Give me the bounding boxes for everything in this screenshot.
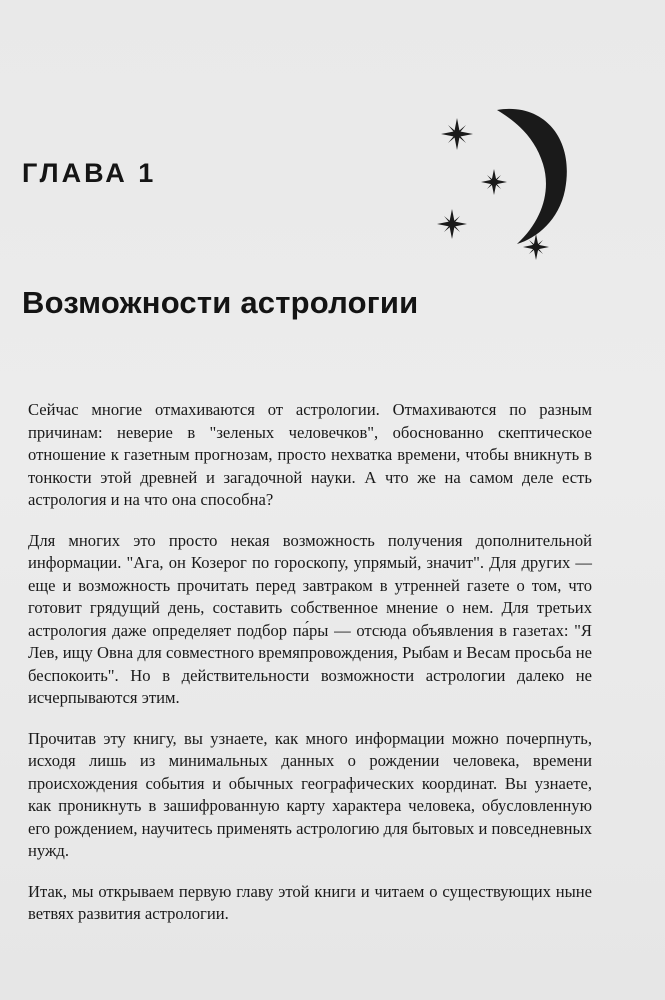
paragraph-3: Прочитав эту книгу, вы узнаете, как много информации можно почерпнуть, исходя лишь из минимальных данных о рождении человека, времени происхождения события и обычных географических координат. Вы узнаете, как проникнуть в зашифрованную карту характера человека, обусловленную его рождением, научитесь применять астрологию для бытовых и повседневных нужд. [28,728,592,860]
crescent-moon-icon [497,109,567,244]
body-text [28,399,592,944]
star-icon [437,209,467,239]
paragraph-2: Для многих это просто некая возможность получения дополнительной информации. "Ага, он Козерог по гороскопу, упрямый, значит". Для других — еще и возможность прочитать перед завтраком в утренней газете о том, что готовит грядущий день, составить собственное мнение о нем. Для третьих астрология даже определяет подбор па́ры — отсюда объявления в газетах: "Я Лев, ищу Овна для совместного времяпровождения, Рыбам и Весам просьба не беспокоить". Но в действительности возможности астрологии далеко не исчерпываются этим. [28,530,592,707]
star-icon [481,169,507,195]
star-icon [441,118,473,150]
moon-and-stars-icon [425,98,585,268]
paragraph-1: Сейчас многие отмахиваются от астрологии. Отмахиваются по разным причинам: неверие в "зеленых человечков", обоснованно скептическое отношение к газетным прогнозам, просто нехватка времени, чтобы вникнуть в тонкости этой древней и загадочной науки. А что же на самом деле есть астрология и на что она способна? [28,400,592,509]
chapter-label: ГЛАВА 1 [22,158,157,188]
paragraph-4: Итак, мы открываем первую главу этой книги и читаем о существующих ныне ветвях развития астрологии. [28,881,592,923]
chapter-title: Возможности астрологии [22,285,419,320]
